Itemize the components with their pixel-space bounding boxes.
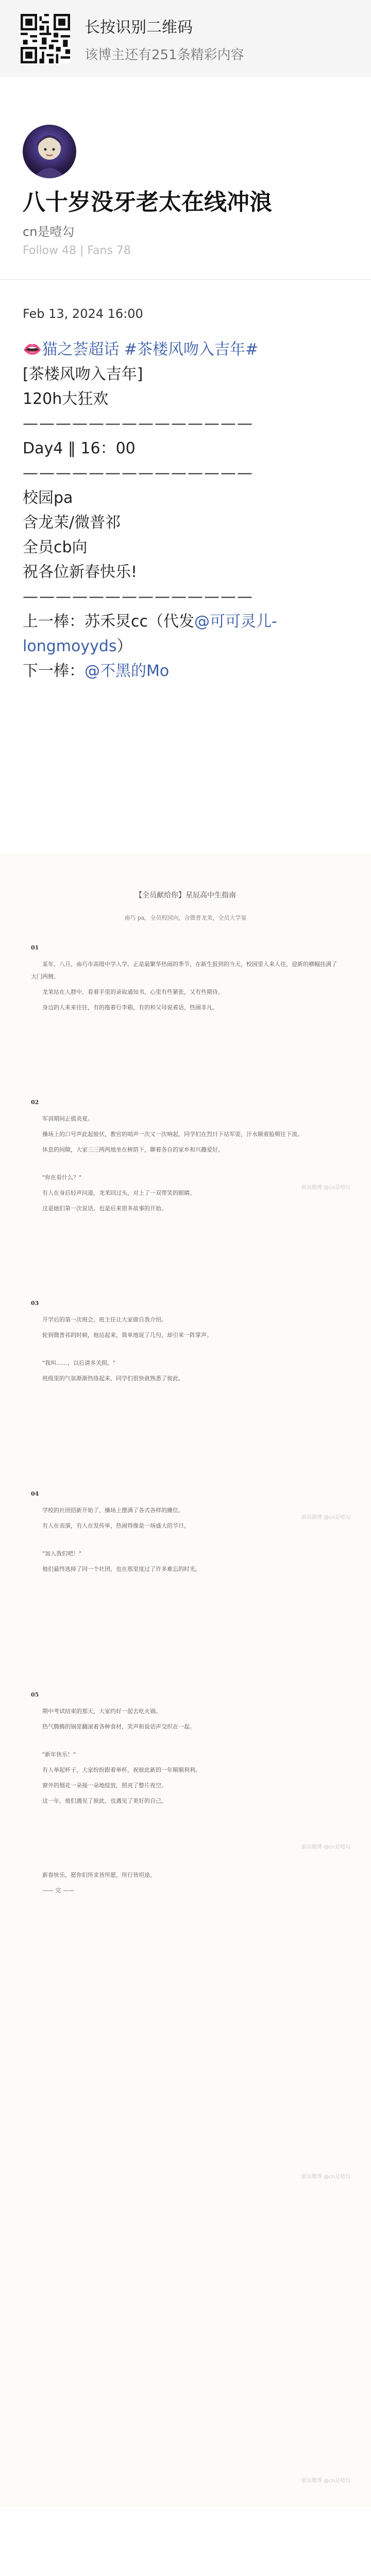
watermark: 新浪微博 @cn是噎勾 bbox=[301, 2174, 350, 2180]
article-paragraph: 身边的人来来往往，有的拖着行李箱，有的和父母说着话，热闹非凡。 bbox=[42, 1004, 218, 1011]
article-paragraph: 班级里的气氛渐渐热络起来，同学们很快就熟悉了彼此。 bbox=[42, 1375, 184, 1382]
prev-relay-line bbox=[23, 609, 352, 659]
post-line: Day4 ‖ 16：00 bbox=[23, 439, 136, 457]
article-paragraph: 龙茉站在人群中，看着手里的录取通知书，心里有些紧张，又有些期待。 bbox=[42, 989, 224, 995]
qr-code[interactable] bbox=[21, 14, 70, 63]
section-number: 01 bbox=[31, 944, 39, 951]
article-paragraph: 他们最终选择了同一个社团，也在那里度过了许多难忘的时光。 bbox=[42, 1566, 201, 1572]
article-paragraph: 学校的社团招新开始了，操场上摆满了各式各样的摊位。 bbox=[42, 1507, 184, 1514]
article-paragraph: 新春快乐，愿你们所求皆所愿，所行皆坦途。 bbox=[42, 1872, 156, 1878]
article-paragraph: 开学后的第一次班会，班主任让大家做自我介绍。 bbox=[42, 1316, 167, 1323]
prev-relay-link[interactable]: @可可灵儿-longmoyyds bbox=[23, 613, 277, 655]
separator: —————————————— bbox=[23, 588, 254, 606]
post-line: 校园pa bbox=[23, 489, 73, 507]
article-quote: "我叫……，以后请多关照。" bbox=[42, 1360, 116, 1366]
article-paragraph: 操场上的口号声此起彼伏，教官的哨声一次又一次响起，同学们在烈日下站军姿，汗水顺着脸颊往下流。 bbox=[42, 1131, 303, 1138]
post-line: 120h大狂欢 bbox=[23, 390, 109, 408]
article-paragraph: 轮到微普祁的时候，他站起来，简单地说了几句，却引来一阵掌声。 bbox=[42, 1332, 212, 1338]
next-relay-label: 下一棒： bbox=[23, 662, 85, 680]
post-line: [茶楼风吻入吉年] bbox=[23, 365, 143, 383]
divider bbox=[0, 279, 371, 280]
article-paragraph: 有人举起杯子，大家纷纷跟着举杯，祝彼此新的一年顺顺利利。 bbox=[42, 1767, 201, 1773]
article-image[interactable] bbox=[0, 853, 371, 2507]
banner-title: 长按识别二维码 bbox=[85, 18, 193, 37]
article-paragraph: —— 完 —— bbox=[42, 1887, 74, 1894]
article-paragraph: 期中考试结束的那天，大家约好一起去吃火锅。 bbox=[42, 1708, 161, 1715]
article-paragraph: 这是她们第一次说话，也是后来很多故事的开始。 bbox=[42, 1205, 167, 1212]
section-number: 05 bbox=[31, 1691, 39, 1698]
avatar[interactable] bbox=[23, 125, 76, 178]
watermark: 新浪微博 @cn是噎勾 bbox=[301, 2478, 350, 2484]
post-line: 含龙茉/微普祁 bbox=[23, 514, 121, 532]
follow-fans-count: Follow 48 | Fans 78 bbox=[23, 244, 131, 257]
article-paragraph: 军训期间正值炎夏。 bbox=[42, 1115, 93, 1122]
watermark: 新浪微博 @cn是噎勾 bbox=[301, 1515, 350, 1520]
post-line: 全员cb向 bbox=[23, 538, 88, 556]
article-paragraph: 窗外的烟花一朵接一朵地绽放，照亮了整片夜空。 bbox=[42, 1782, 167, 1789]
separator: —————————————— bbox=[23, 415, 254, 433]
post-line: 祝各位新春快乐! bbox=[23, 563, 138, 581]
banner-subtitle: 该博主还有251条精彩内容 bbox=[85, 47, 244, 63]
article-quote: "新年快乐！" bbox=[42, 1751, 76, 1758]
article-quote: "加入我们吧！" bbox=[42, 1550, 82, 1557]
article-paragraph: 这一年，他们遇见了彼此，也遇见了更好的自己。 bbox=[42, 1798, 167, 1804]
prev-relay-end: ） bbox=[116, 637, 132, 655]
article-paragraph: 有人在身后轻声问道，龙茉回过头，对上了一双带笑的眼睛。 bbox=[42, 1190, 195, 1196]
watermark: 新浪微博 @cn是噎勾 bbox=[301, 1844, 350, 1850]
avatar-image-icon bbox=[23, 125, 76, 178]
qr-code-icon bbox=[21, 14, 70, 63]
next-relay-link[interactable]: @不黑的Mo bbox=[85, 662, 170, 680]
watermark: 新浪微博 @cn是噎勾 bbox=[301, 1185, 350, 1191]
article-paragraph: 有人在表演，有人在发传单，热闹得像是一场盛大的节日。 bbox=[42, 1522, 190, 1529]
section-number: 02 bbox=[31, 1099, 39, 1106]
article-meta: 南巧 pa，全员校园向，含微普龙茉，全员大学宴 bbox=[124, 914, 247, 921]
author-headline: 八十岁没牙老太在线冲浪 bbox=[23, 189, 272, 215]
section-number: 03 bbox=[31, 1300, 39, 1307]
post-date: Feb 13, 2024 16:00 bbox=[23, 307, 143, 321]
article-paragraph: 热气腾腾的锅里翻滚着各种食材，笑声和说话声交织在一起。 bbox=[42, 1723, 195, 1730]
article-paragraph: 某年，八月，南巧市高级中学入学。正是最繁华热闹的季节，在新生报到的当天，校园里人来人往，迎新的横幅挂满了大门两侧。 bbox=[31, 961, 337, 980]
post-tag-line[interactable]: 👄猫之荟超话 #茶楼风吻入吉年# bbox=[23, 341, 259, 359]
section-number: 04 bbox=[31, 1490, 39, 1497]
article-paragraph: 休息的间隙，大家三三两两地坐在树荫下，聊着各自的家乡和兴趣爱好。 bbox=[42, 1146, 224, 1153]
article-quote: "你在看什么？" bbox=[42, 1174, 82, 1181]
post-content bbox=[23, 301, 352, 684]
author-name[interactable]: cn是噎勾 bbox=[23, 225, 75, 239]
top-banner bbox=[0, 0, 371, 77]
next-relay-line bbox=[23, 659, 352, 684]
prev-relay-label: 上一棒：苏禾炅cc（代发 bbox=[23, 613, 194, 631]
article-heading: 【全员献给你】星辰高中生指南 bbox=[135, 891, 236, 900]
separator: —————————————— bbox=[23, 464, 254, 482]
